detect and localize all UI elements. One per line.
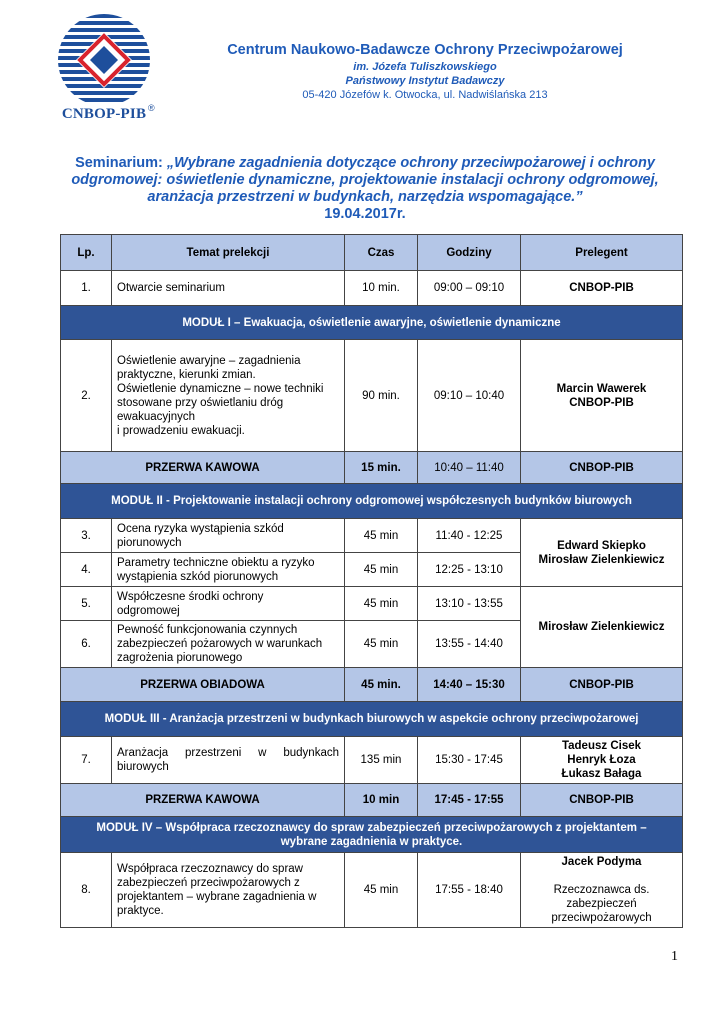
table-row	[61, 271, 683, 306]
row-hours: 17:55 - 18:40	[418, 853, 521, 928]
org-type: Państwowy Instytut Badawczy	[345, 75, 505, 87]
topic-line: Ocena ryzyka wystąpienia szkód	[117, 522, 284, 535]
module-4-line: wybrane zagadnienia w praktyce.	[280, 835, 463, 848]
table-row	[61, 340, 683, 452]
topic-line: odgromowej	[117, 604, 180, 617]
break-row	[61, 668, 683, 702]
break-label: PRZERWA KAWOWA	[61, 784, 345, 817]
row-topic: Otwarcie seminarium	[112, 271, 345, 306]
break-hours: 17:45 - 17:55	[418, 784, 521, 817]
row-lp: 3.	[61, 519, 112, 553]
row-lp: 6.	[61, 621, 112, 668]
title-line-2: odgromowej: oświetlenie dynamiczne, projektowanie instalacji ochrony odgromowej,	[71, 172, 659, 188]
title-line-1: „Wybrane zagadnienia dotyczące ochrony przeciwpożarowej i ochrony	[166, 155, 655, 171]
row-speaker: CNBOP-PIB	[521, 271, 683, 306]
row-time: 90 min.	[345, 340, 418, 452]
row-topic	[112, 519, 345, 553]
row-topic	[112, 340, 345, 452]
topic-line: praktyce.	[117, 905, 164, 917]
break-hours: 14:40 – 15:30	[418, 668, 521, 702]
module-row	[61, 306, 683, 340]
row-lp: 1.	[61, 271, 112, 306]
row-topic	[112, 553, 345, 587]
row-speaker	[521, 737, 683, 784]
topic-line: Współczesne środki ochrony	[117, 590, 264, 603]
row-time: 45 min	[345, 553, 418, 587]
org-name: Centrum Naukowo-Badawcze Ochrony Przeciwpożarowej	[227, 42, 623, 58]
topic-line: Oświetlenie dynamiczne – nowe techniki	[117, 382, 324, 395]
module-2-title: MODUŁ II - Projektowanie instalacji ochrony odgromowej współczesnych budynków biurowych	[61, 484, 683, 519]
speaker-name: Mirosław Zielenkiewicz	[538, 553, 665, 566]
speaker-role: Rzeczoznawca ds.	[553, 884, 650, 896]
row-hours: 15:30 - 17:45	[418, 737, 521, 784]
break-speaker: CNBOP-PIB	[521, 784, 683, 817]
row-lp: 7.	[61, 737, 112, 784]
row-hours: 12:25 - 13:10	[418, 553, 521, 587]
topic-line: projektantem – wybrane zagadnienia w	[117, 891, 317, 903]
col-header-lp: Lp.	[61, 235, 112, 271]
speaker-name: Edward Skiepko	[557, 539, 646, 552]
topic-line: Aranżacja przestrzeni w budynkach	[117, 747, 339, 759]
row-time: 135 min	[345, 737, 418, 784]
org-address: 05-420 Józefów k. Otwocka, ul. Nadwiślańska 213	[302, 89, 548, 101]
table-row	[61, 853, 683, 928]
topic-line: Oświetlenie awaryjne – zagadnienia	[117, 354, 301, 367]
org-patron: im. Józefa Tuliszkowskiego	[353, 61, 497, 73]
speaker-name: Łukasz Bałaga	[561, 768, 642, 780]
registered-mark: ®	[148, 103, 155, 113]
module-row	[61, 484, 683, 519]
topic-line: Współpraca rzeczoznawcy do spraw	[117, 863, 303, 875]
row-time: 10 min.	[345, 271, 418, 306]
row-time: 45 min	[345, 519, 418, 553]
row-lp: 2.	[61, 340, 112, 452]
row-topic	[112, 587, 345, 621]
col-header-hours: Godziny	[418, 235, 521, 271]
break-row	[61, 452, 683, 484]
break-time: 45 min.	[345, 668, 418, 702]
break-time: 10 min	[345, 784, 418, 817]
speaker-name: Marcin Wawerek	[556, 382, 647, 395]
row-hours: 13:10 - 13:55	[418, 587, 521, 621]
topic-line: i prowadzeniu ewakuacji.	[117, 424, 245, 437]
break-hours: 10:40 – 11:40	[418, 452, 521, 484]
row-hours: 09:00 – 09:10	[418, 271, 521, 306]
row-hours: 11:40 - 12:25	[418, 519, 521, 553]
row-lp: 5.	[61, 587, 112, 621]
topic-line: zabezpieczeń przeciwpożarowych z	[117, 877, 300, 889]
speaker-name: Jacek Podyma	[561, 856, 642, 868]
col-header-speaker: Prelegent	[521, 235, 683, 271]
row-topic	[112, 853, 345, 928]
table-row	[61, 587, 683, 621]
topic-line: piorunowych	[117, 536, 182, 549]
row-speaker	[521, 519, 683, 587]
row-time: 45 min	[345, 587, 418, 621]
row-hours: 09:10 – 10:40	[418, 340, 521, 452]
break-label: PRZERWA OBIADOWA	[61, 668, 345, 702]
topic-line: biurowych	[117, 761, 169, 773]
seminar-title	[60, 155, 670, 223]
title-line-3: aranżacja przestrzeni w budynkach, narzędzia wspomagające.”	[147, 189, 583, 205]
topic-line: praktyczne, kierunki zmian.	[117, 368, 256, 381]
topic-line: ewakuacyjnych	[117, 410, 195, 423]
row-hours: 13:55 - 14:40	[418, 621, 521, 668]
col-header-time: Czas	[345, 235, 418, 271]
module-4-line: MODUŁ IV – Współpraca rzeczoznawcy do spraw zabezpieczeń przeciwpożarowych z projektantem –	[96, 821, 647, 834]
speaker-name: Henryk Łoza	[567, 754, 636, 766]
module-4-title	[61, 817, 683, 853]
agenda-table	[60, 234, 683, 928]
logo-text: CNBOP-PIB	[61, 106, 147, 122]
topic-line: Parametry techniczne obiektu a ryzyko	[117, 556, 315, 569]
row-lp: 8.	[61, 853, 112, 928]
row-time: 45 min	[345, 621, 418, 668]
row-topic	[112, 621, 345, 668]
row-time: 45 min	[345, 853, 418, 928]
page-number: 1	[671, 949, 678, 964]
table-row	[61, 519, 683, 553]
institution-header	[175, 42, 675, 102]
speaker-role: przeciwpożarowych	[551, 912, 652, 924]
row-lp: 4.	[61, 553, 112, 587]
module-row	[61, 817, 683, 853]
break-row	[61, 784, 683, 817]
topic-line: wystąpienia szkód piorunowych	[117, 570, 279, 583]
row-speaker	[521, 340, 683, 452]
title-lead: Seminarium:	[75, 155, 167, 171]
col-header-topic: Temat prelekcji	[112, 235, 345, 271]
seminar-date: 19.04.2017r.	[324, 206, 406, 222]
module-1-title: MODUŁ I – Ewakuacja, oświetlenie awaryjne, oświetlenie dynamiczne	[61, 306, 683, 340]
topic-line: zagrożenia piorunowego	[117, 652, 243, 664]
break-speaker: CNBOP-PIB	[521, 668, 683, 702]
break-time: 15 min.	[345, 452, 418, 484]
module-3-title: MODUŁ III - Aranżacja przestrzeni w budynkach biurowych w aspekcie ochrony przeciwpożarowej	[61, 702, 683, 737]
break-label: PRZERWA KAWOWA	[61, 452, 345, 484]
topic-line: stosowane przy oświetlaniu dróg	[117, 396, 284, 409]
row-speaker: Mirosław Zielenkiewicz	[521, 587, 683, 668]
topic-line: Pewność funkcjonowania czynnych	[117, 624, 298, 636]
row-speaker	[521, 853, 683, 928]
row-topic	[112, 737, 345, 784]
module-row	[61, 702, 683, 737]
table-row	[61, 737, 683, 784]
speaker-name: Tadeusz Cisek	[561, 740, 642, 752]
break-speaker: CNBOP-PIB	[521, 452, 683, 484]
topic-line: zabezpieczeń pożarowych w warunkach	[117, 638, 323, 650]
speaker-org: CNBOP-PIB	[569, 396, 634, 409]
speaker-role: zabezpieczeń	[566, 898, 637, 910]
table-header-row	[61, 235, 683, 271]
